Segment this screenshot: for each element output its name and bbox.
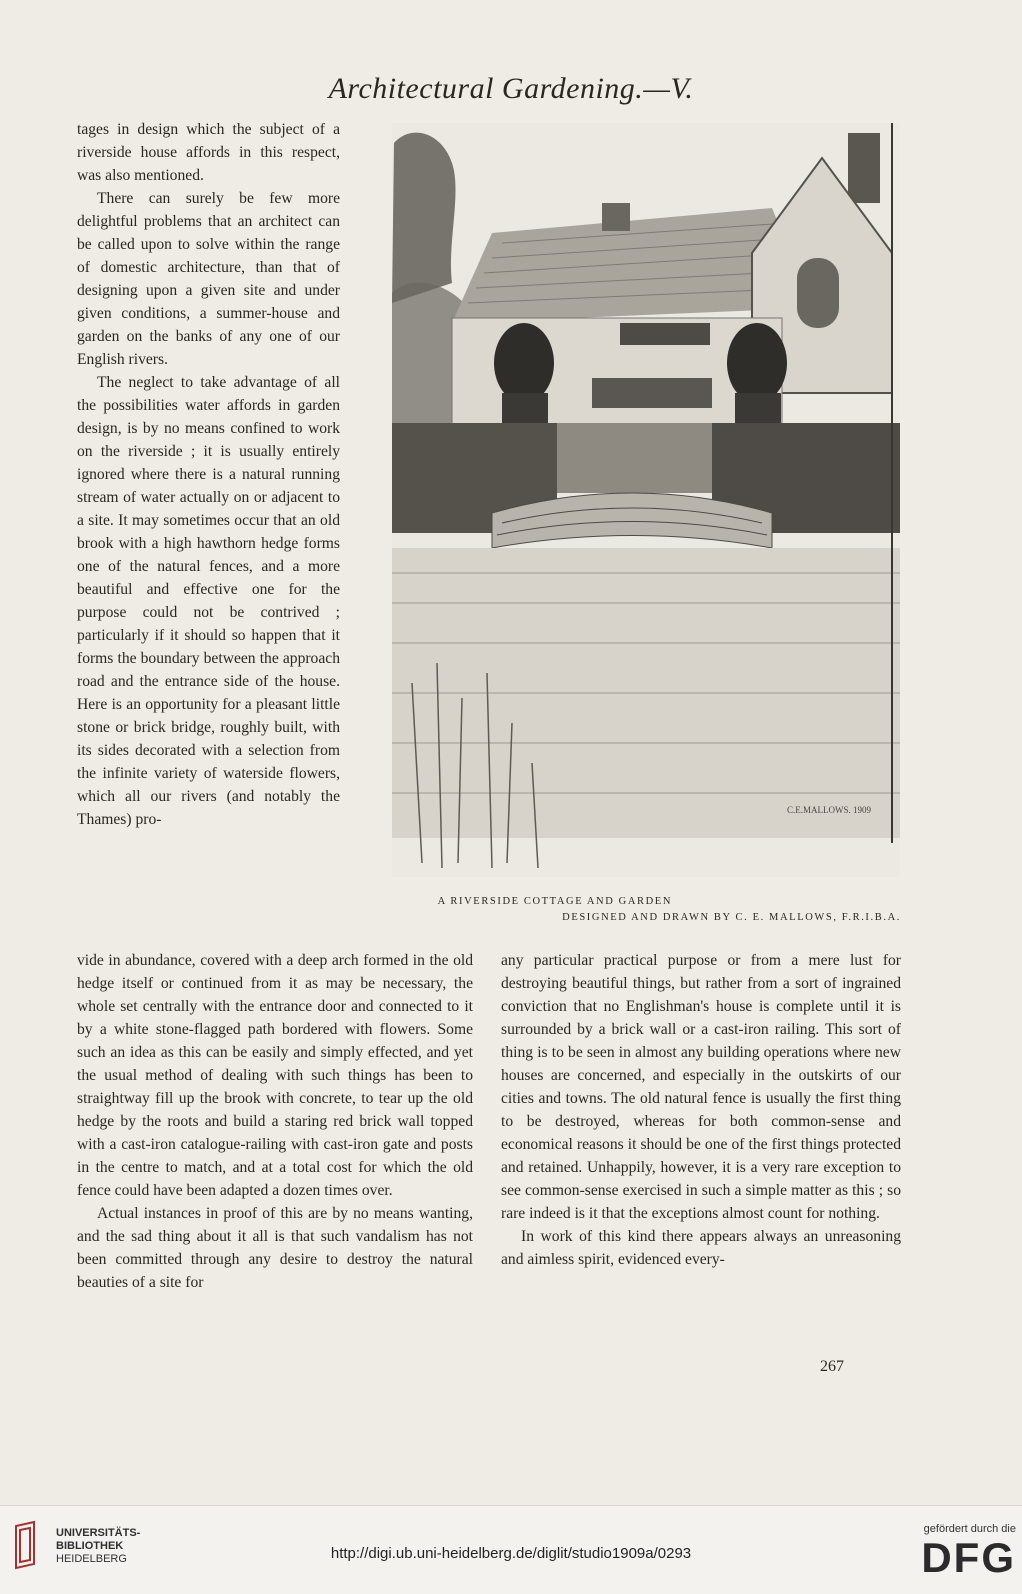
- library-line-2: BIBLIOTHEK: [56, 1540, 124, 1552]
- dfg-logo: DFG: [921, 1534, 1016, 1581]
- figure-caption-credit: DESIGNED AND DRAWN BY C. E. MALLOWS, F.R.I.B.A.: [562, 912, 901, 923]
- library-line-1: UNIVERSITÄTS-: [56, 1527, 141, 1539]
- permalink-url[interactable]: http://digi.ub.uni-heidelberg.de/diglit/studio1909a/0293: [330, 1545, 692, 1562]
- page-title: Architectural Gardening.—V.: [328, 72, 694, 105]
- paragraph: vide in abundance, covered with a deep arch formed in the old hedge itself or continued from it as may be necessary, the whole set centrally with the entrance door and connected to it by a white stone-flagged path bordered with flowers. Some such an idea as this can be easily and simply effected, and yet the usual method of dealing with such things has been to straightway fill up the brook with concrete, to tear up the old hedge by the roots and build a staring red brick wall topped with a cast-iron catalogue-railing with cast-iron gate and posts in the centre to match, and at a total cost for which the old fence could have been adapted a dozen times over.: [77, 952, 473, 1199]
- library-line-3: HEIDELBERG: [56, 1553, 127, 1565]
- funding-label: gefördert durch die: [923, 1523, 1016, 1535]
- artist-signature: C.E.MALLOWS. 1909: [787, 805, 871, 815]
- text-column-left-top: [77, 118, 340, 831]
- figure-caption-title: A RIVERSIDE COTTAGE AND GARDEN: [437, 896, 672, 907]
- text-column-left-bottom: [77, 949, 473, 1294]
- page-number: 267: [820, 1358, 844, 1375]
- paragraph: Actual instances in proof of this are by no means wanting, and the sad thing about it all is that such vandalism has not been committed through any desire to destroy the natural beauties of a site for: [77, 1205, 473, 1291]
- text-column-right: [501, 949, 901, 1271]
- paragraph: In work of this kind there appears always an unreasoning and aimless spirit, evidenced every-: [501, 1228, 901, 1268]
- paragraph: tages in design which the subject of a riverside house affords in this respect, was also mentioned.: [77, 121, 340, 184]
- illustration-riverside-cottage: [392, 123, 900, 877]
- paragraph: There can surely be few more delightful problems that an architect can be called upon to solve within the range of domestic architecture, than that of designing upon a given site and under given conditions, a summer-house and garden on the banks of any one of our English rivers.: [77, 190, 340, 368]
- paragraph: any particular practical purpose or from a mere lust for destroying beautiful things, but rather from a sort of ingrained conviction that no Englishman's house is complete until it is surrounded by a brick wall or a cast-iron railing. This sort of thing is to be seen in almost any building operations where new houses are concerned, and especially in the outskirts of our cities and towns. The old natural fence is usually the first thing to be destroyed, whereas for both common-sense and economical reasons it should be one of the first things protected and retained. Unhappily, however, it is a very rare exception to see common-sense exercised in such a simple matter as this ; so rare indeed is it that the exceptions almost count for nothing.: [501, 952, 901, 1222]
- paragraph: The neglect to take advantage of all the possibilities water affords in garden design, is by no means confined to work on the riverside ; it is usually entirely ignored where there is a natural running stream of water actually on or adjacent to a site. It may sometimes occur that an old brook with a high hawthorn hedge forms one of the natural fences, and a more beautiful and effective one for the purpose could not be contrived ; particularly if it should so happen that it forms the boundary between the approach road and the entrance side of the house. Here is an opportunity for a pleasant little stone or brick bridge, roughly built, with its sides decorated with a selection from the infinite variety of waterside flowers, which all our rivers (and notably the Thames) pro-: [77, 374, 340, 828]
